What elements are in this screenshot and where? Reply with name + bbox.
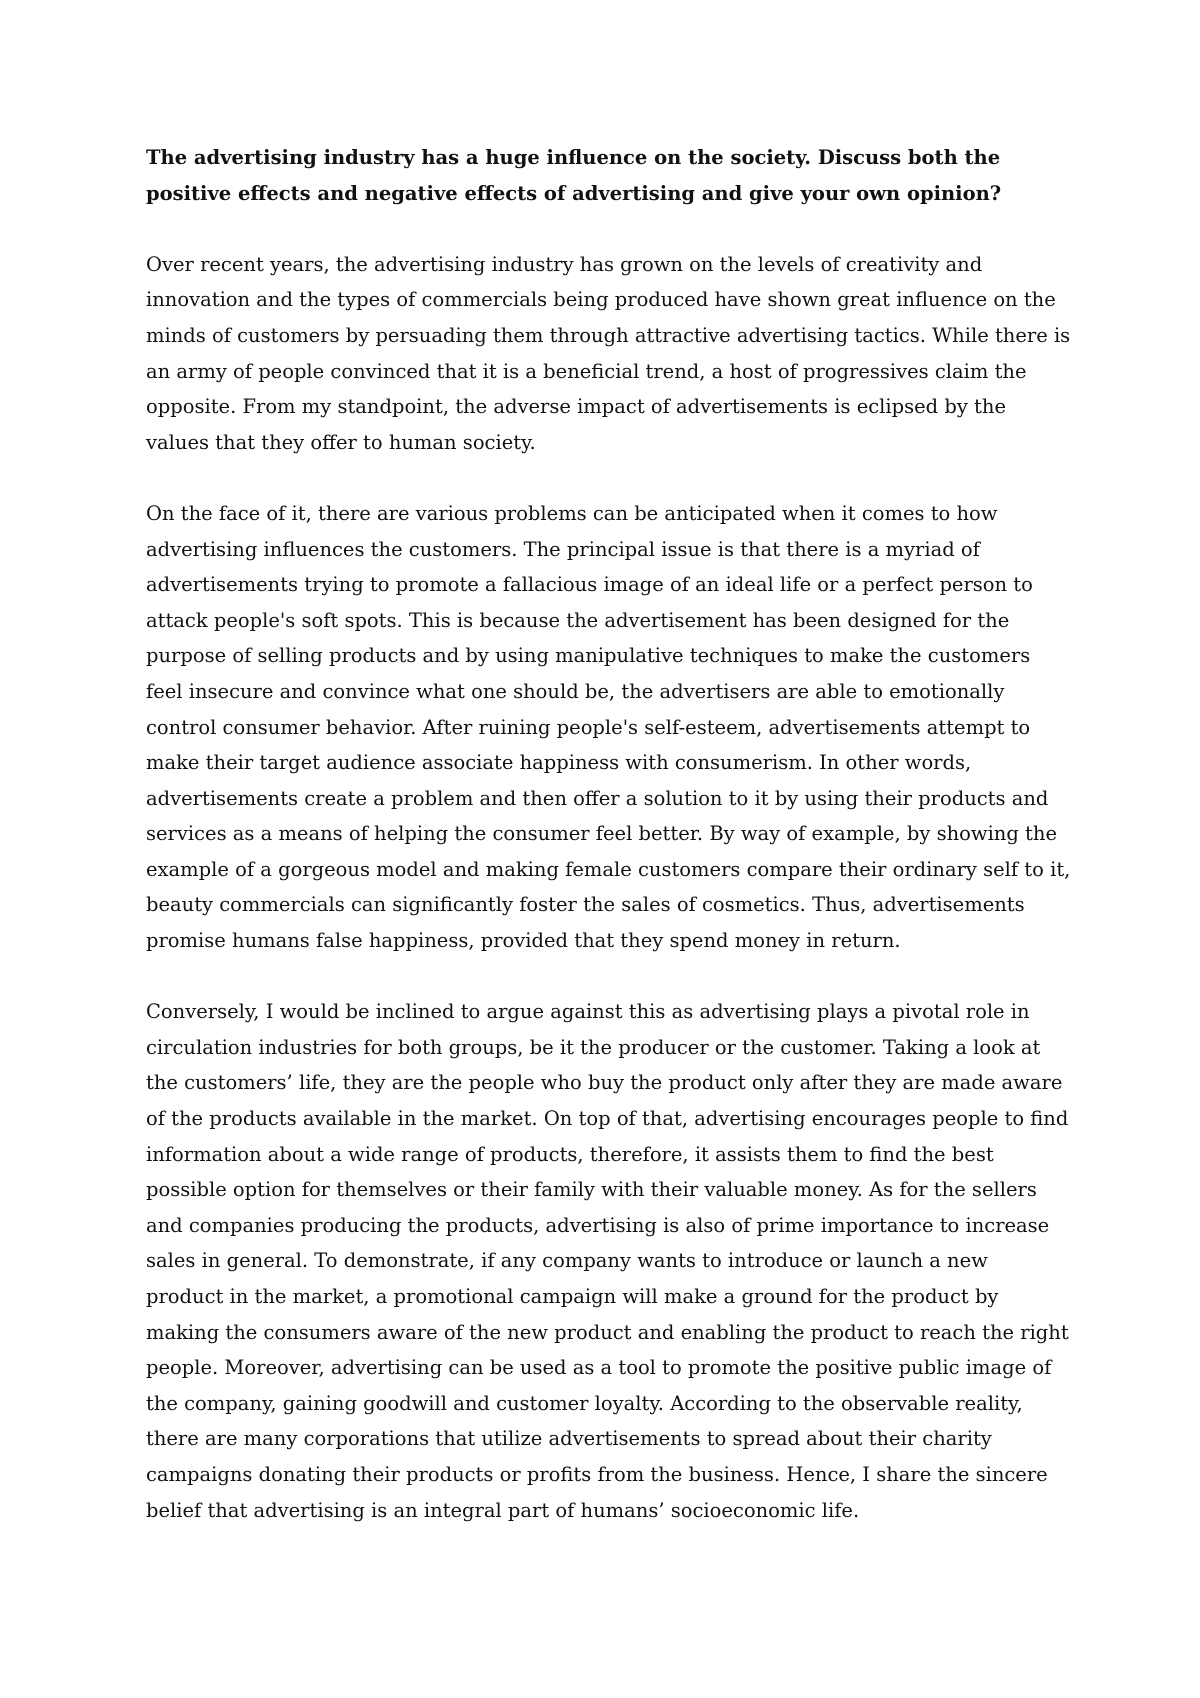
essay-paragraph-negative-effects: On the face of it, there are various problems can be anticipated when it comes to how advertising influences the customers. The principal issue is that there is a myriad of advertisements trying to promote a fallacious image of an ideal life or a perfect person to attack people's soft spots. This is because the advertisement has been designed for the purpose of selling products and by using manipulative techniques to make the customers feel insecure and convince what one should be, the advertisers are able to emotionally control consumer behavior. After ruining people's self-esteem, advertisements attempt to make their target audience associate happiness with consumerism. In other words, advertisements create a problem and then offer a solution to it by using their products and services as a means of helping the consumer feel better. By way of example, by showing the example of a gorgeous model and making female customers compare their ordinary self to it, beauty commercials can significantly foster the sales of cosmetics. Thus, advertisements promise humans false happiness, provided that they spend money in return. xyxy=(146,501,1071,953)
essay-paragraph-introduction: Over recent years, the advertising industry has grown on the levels of creativity and innovation and the types of commercials being produced have shown great influence on the minds of customers by persuading them through attractive advertising tactics. While there is an army of people convinced that it is a beneficial trend, a host of progressives claim the opposite. From my standpoint, the adverse impact of advertisements is eclipsed by the values that they offer to human society. xyxy=(146,252,1071,454)
essay-question: The advertising industry has a huge influence on the society. Discuss both the positive effects and negative effects of advertising and give your own opinion? xyxy=(146,146,1002,205)
document-page xyxy=(146,140,1071,1528)
essay-paragraph-positive-effects: Conversely, I would be inclined to argue against this as advertising plays a pivotal role in circulation industries for both groups, be it the producer or the customer. Taking a look at the customers’ life, they are the people who buy the product only after they are made aware of the products available in the market. On top of that, advertising encourages people to find information about a wide range of products, therefore, it assists them to find the best possible option for themselves or their family with their valuable money. As for the sellers and companies producing the products, advertising is also of prime importance to increase sales in general. To demonstrate, if any company wants to introduce or launch a new product in the market, a promotional campaign will make a ground for the product by making the consumers aware of the new product and enabling the product to reach the right people. Moreover, advertising can be used as a tool to promote the positive public image of the company, gaining goodwill and customer loyalty. According to the observable reality, there are many corporations that utilize advertisements to spread about their charity campaigns donating their products or profits from the business. Hence, I share the sincere belief that advertising is an integral part of humans’ socioeconomic life. xyxy=(146,1000,1069,1522)
